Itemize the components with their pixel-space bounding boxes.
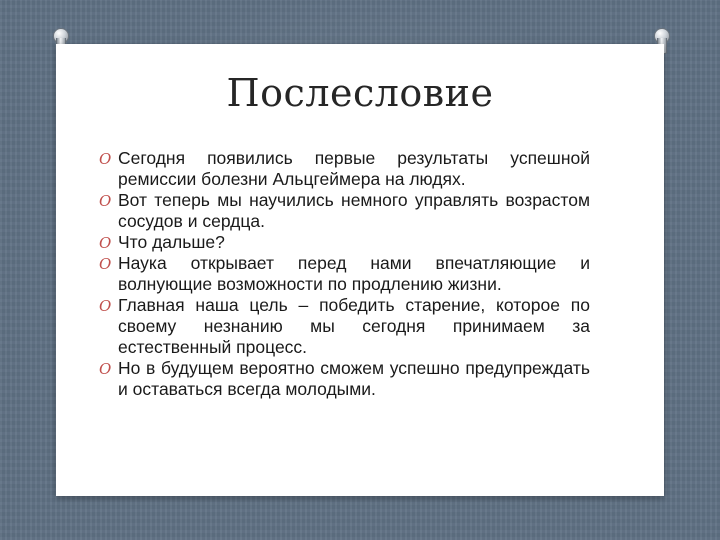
list-item [99, 190, 590, 232]
bullet-icon: O [99, 192, 112, 210]
bullet-text: Сегодня появились первые результаты успешной ремиссии болезни Альцгеймера на людях. [118, 148, 590, 189]
bullet-icon: O [99, 234, 112, 252]
bullet-icon: O [99, 360, 112, 378]
bullet-text: Главная наша цель – победить старение, которое по своему незнанию мы сегодня принимаем за естественный процесс. [118, 295, 590, 357]
bullet-text: Но в будущем вероятно сможем успешно предупреждать и оставаться всегда молодыми. [118, 358, 590, 399]
list-item [99, 232, 590, 253]
list-item [99, 295, 590, 358]
slide-title: Послесловие [226, 71, 494, 115]
bullet-text: Что дальше? [118, 232, 225, 252]
bullet-text: Наука открывает перед нами впечатляющие и волнующие возможности по продлению жизни. [118, 253, 590, 294]
list-item [99, 253, 590, 295]
list-item [99, 358, 590, 400]
bullet-list [99, 148, 590, 400]
bullet-icon: O [99, 255, 112, 273]
bullet-text: Вот теперь мы научились немного управлять возрастом сосудов и сердца. [118, 190, 590, 231]
list-item [99, 148, 590, 190]
bullet-icon: O [99, 297, 112, 315]
bullet-icon: O [99, 150, 112, 168]
